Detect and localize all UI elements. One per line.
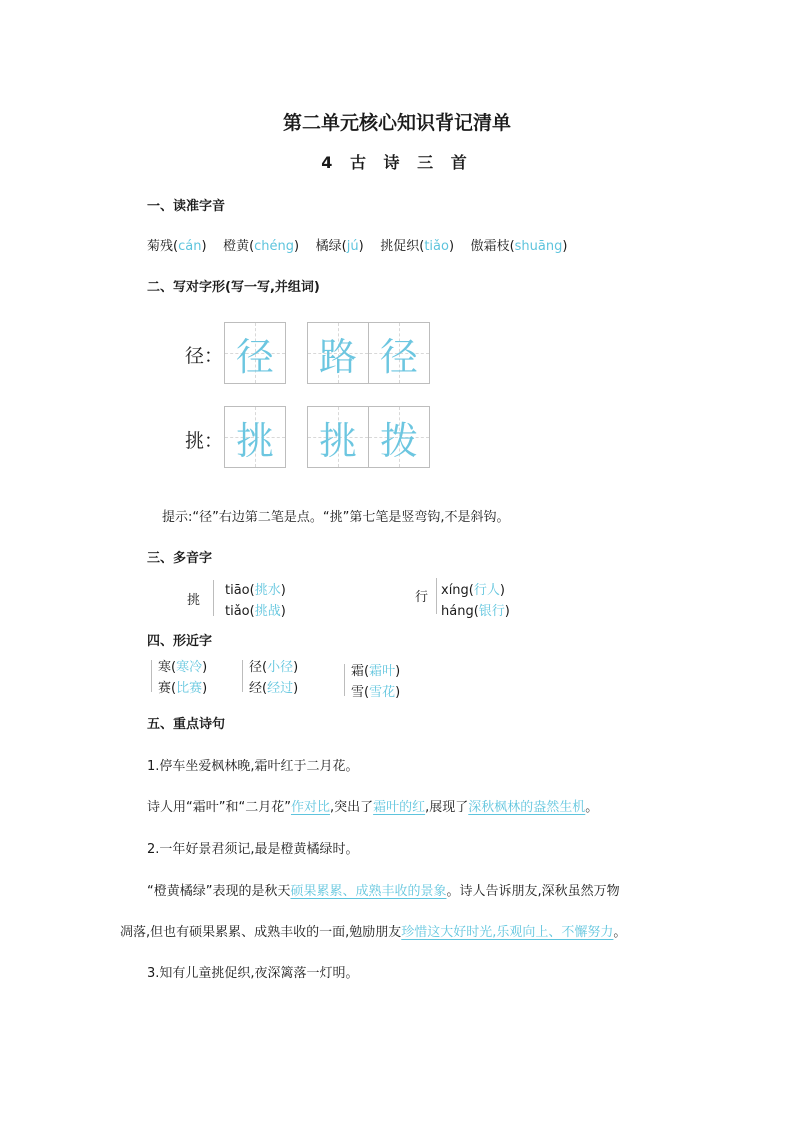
poem-line: 2.一年好景君须记,最是橙黄橘绿时。 <box>147 842 359 857</box>
section-3-heading: 三、多音字 <box>147 551 213 566</box>
grid-label: 挑： <box>185 430 224 452</box>
pinyin-item: 菊残(cán) <box>147 239 207 254</box>
polyphone-reading: xíng(行人) <box>441 583 505 598</box>
polyphone-reading: tiǎo(挑战) <box>225 604 286 619</box>
writing-grid: 挑 <box>224 406 286 468</box>
similar-char: 雪(雪花) <box>351 685 401 700</box>
section-5-heading: 五、重点诗句 <box>147 717 226 732</box>
lesson-title: 4 古 诗 三 首 <box>321 153 473 172</box>
page-title: 第二单元核心知识背记清单 <box>282 112 511 134</box>
grid-label: 径： <box>185 345 224 367</box>
pinyin-list <box>147 235 567 254</box>
similar-char: 霜(霜叶) <box>351 664 401 679</box>
poem-analysis: “橙黄橘绿”表现的是秋天硕果累累、成熟丰收的景象。诗人告诉朋友,深秋虽然万物 <box>147 884 620 899</box>
writing-grid: 径 <box>224 322 286 384</box>
writing-tip: 提示:“径”右边第二笔是点。“挑”第七笔是竖弯钩,不是斜钩。 <box>162 510 510 525</box>
similar-char: 径(小径) <box>249 660 299 675</box>
writing-grid: 路 <box>307 322 369 384</box>
similar-char: 赛(比赛) <box>158 681 208 696</box>
polyphone-char: 行 <box>415 590 429 605</box>
polyphone-reading: háng(银行) <box>441 604 510 619</box>
brace <box>344 664 345 696</box>
section-2-heading: 二、写对字形(写一写,并组词) <box>147 280 320 295</box>
polyphone-char: 挑 <box>187 593 201 608</box>
brace <box>151 660 152 692</box>
section-1-heading: 一、读准字音 <box>147 199 226 214</box>
poem-line: 3.知有儿童挑促织,夜深篱落一灯明。 <box>147 966 359 981</box>
poem-analysis: 凋落,但也有硕果累累、成熟丰收的一面,勉励朋友珍惜这大好时光,乐观向上、不懈努力。 <box>120 925 627 940</box>
brace <box>213 580 214 616</box>
pinyin-item: 傲霜枝(shuāng) <box>470 239 568 254</box>
writing-grid: 径 <box>368 322 430 384</box>
brace <box>436 578 437 614</box>
pinyin-item: 挑促织(tiǎo) <box>380 239 455 254</box>
polyphone-reading: tiāo(挑水) <box>225 583 286 598</box>
pinyin-item: 橘绿(jú) <box>315 239 364 254</box>
poem-analysis: 诗人用“霜叶”和“二月花”作对比,突出了霜叶的红,展现了深秋枫林的盎然生机。 <box>147 800 599 815</box>
section-4-heading: 四、形近字 <box>147 634 213 649</box>
writing-grid: 拨 <box>368 406 430 468</box>
poem-line: 1.停车坐爱枫林晚,霜叶红于二月花。 <box>147 759 359 774</box>
writing-grid: 挑 <box>307 406 369 468</box>
similar-char: 经(经过) <box>249 681 299 696</box>
brace <box>242 660 243 692</box>
pinyin-item: 橙黄(chéng) <box>223 239 300 254</box>
similar-char: 寒(寒冷) <box>158 660 208 675</box>
